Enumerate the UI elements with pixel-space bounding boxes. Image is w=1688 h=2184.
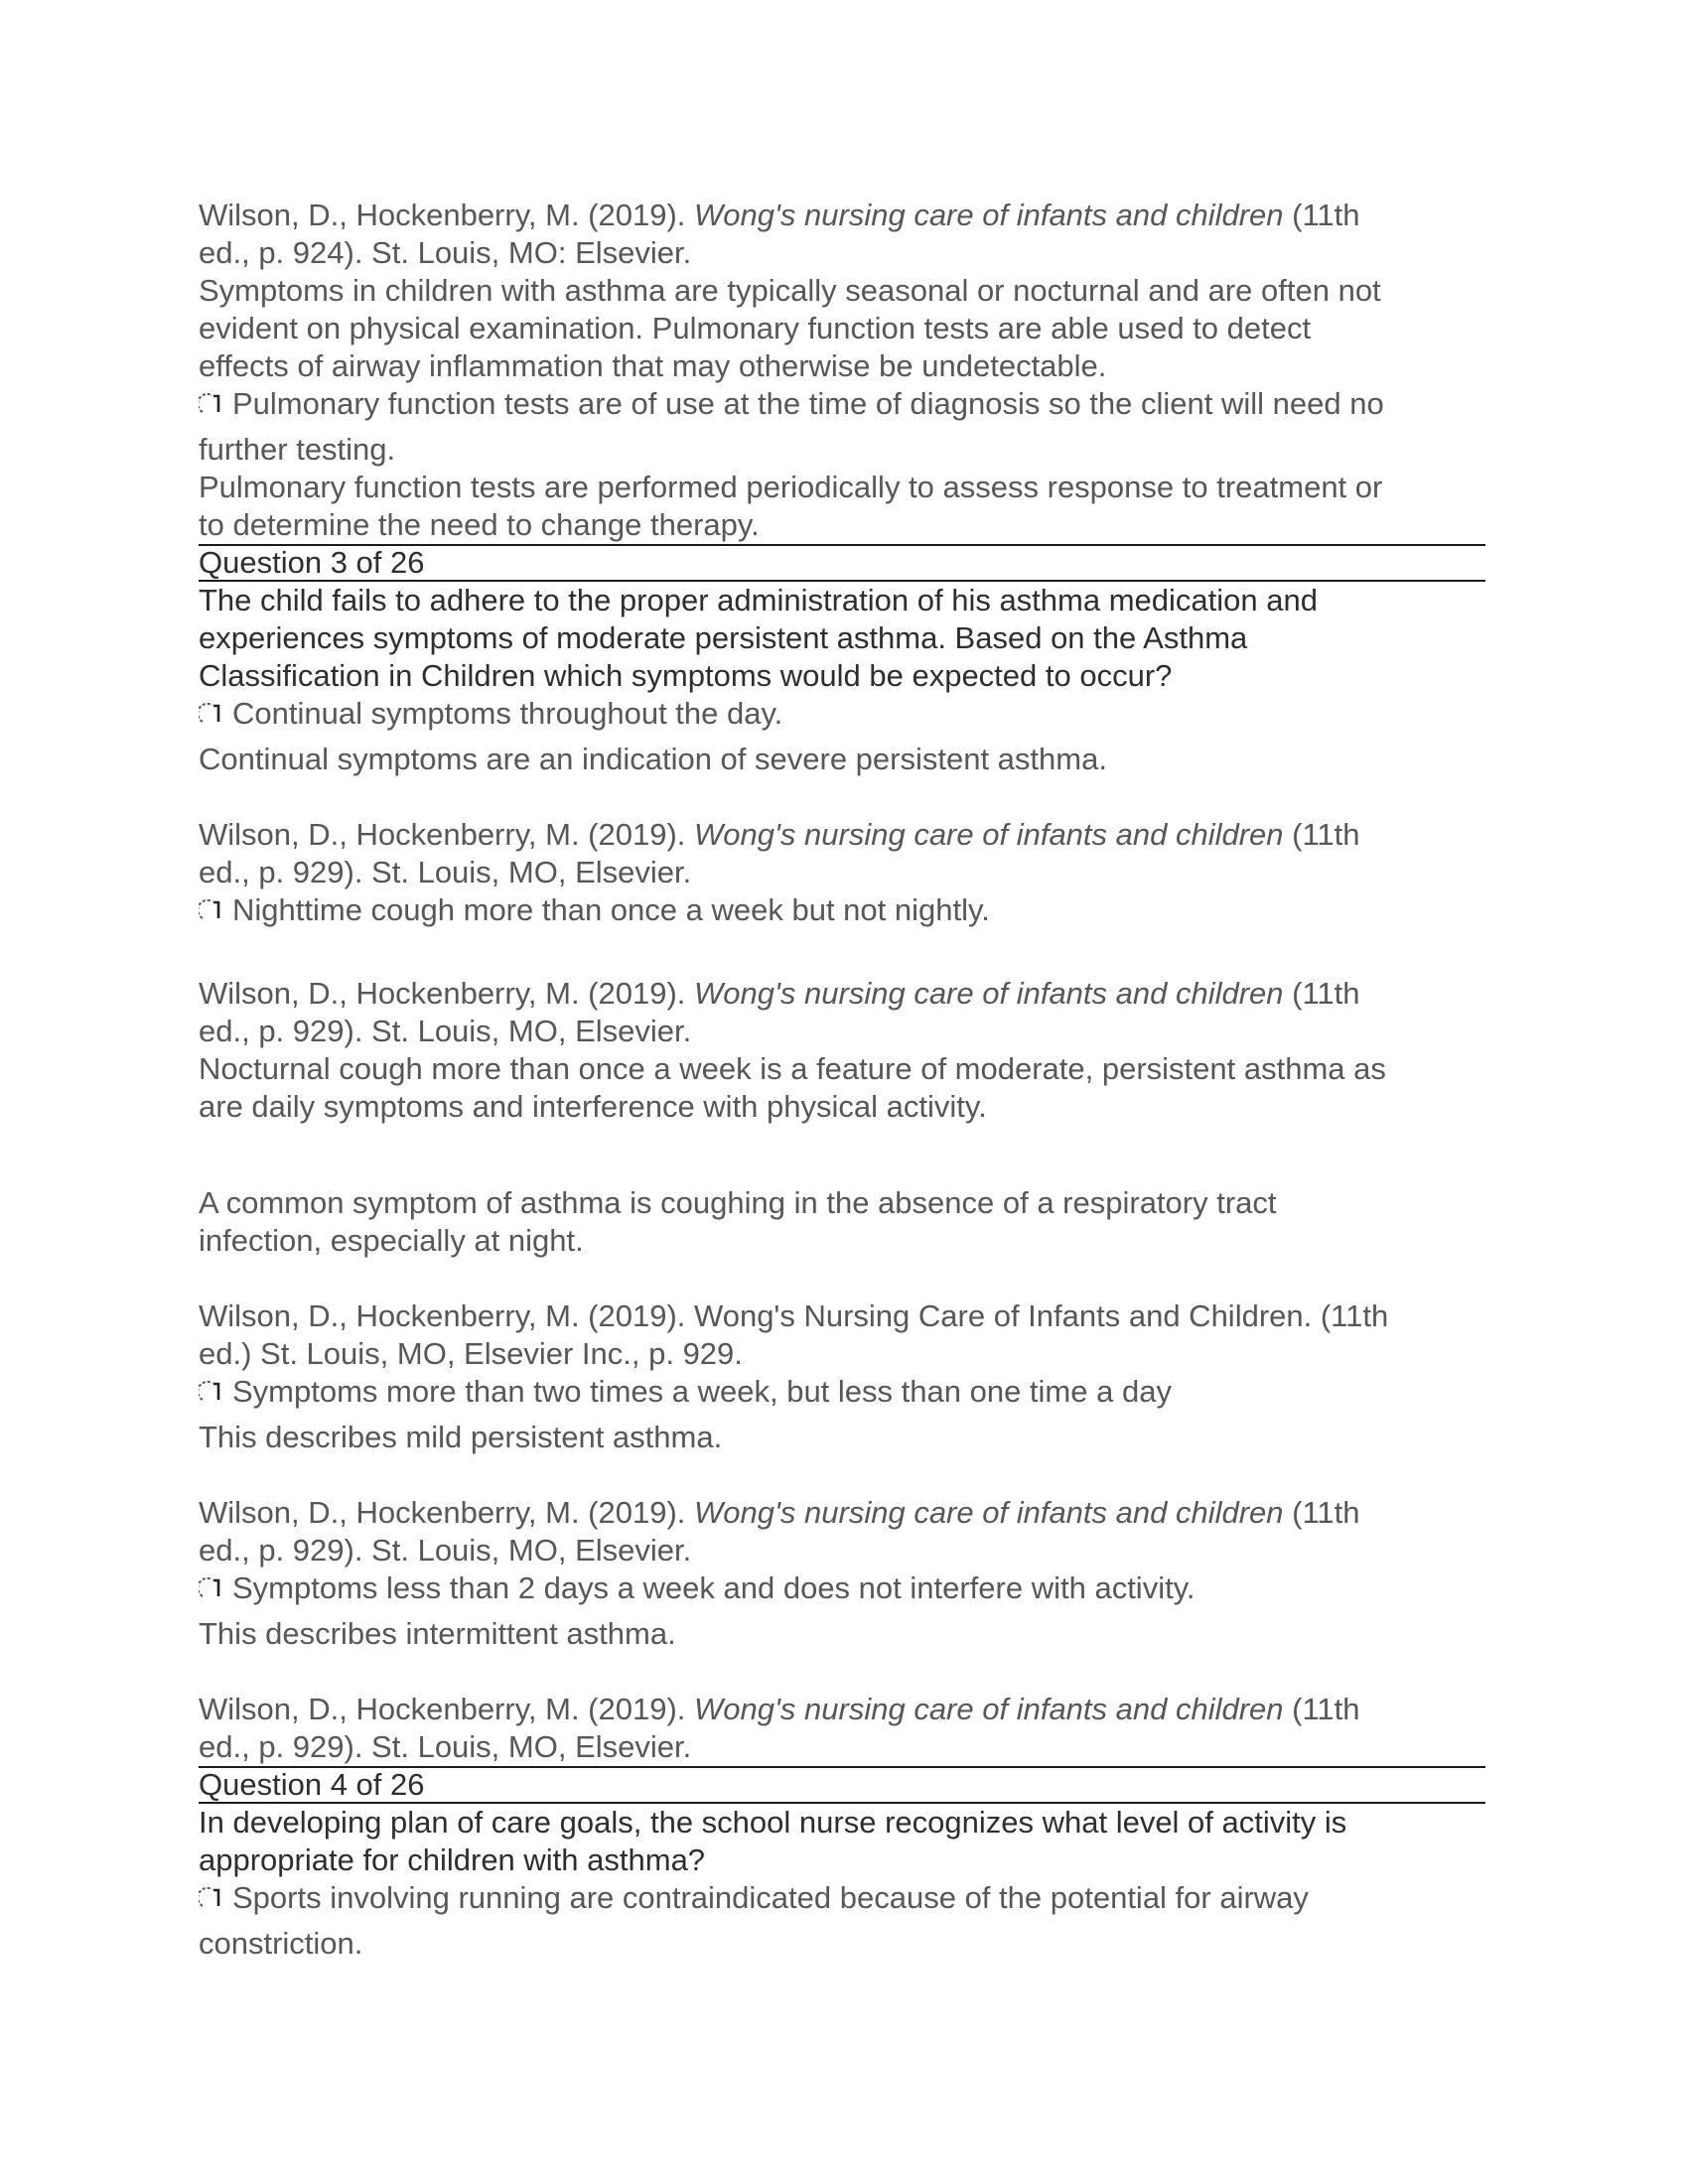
- question-header: Question 4 of 26: [199, 1766, 1485, 1804]
- answer-option-text: Symptoms less than 2 days a week and does not interfere with activity.: [232, 1570, 1196, 1605]
- citation-edition: (11th: [1283, 198, 1360, 232]
- rationale-text: This describes mild persistent asthma.: [199, 1420, 723, 1454]
- citation: Wilson, D., Hockenberry, M. (2019). Wong's nursing care of infants and children (11th ed., p. 929). St. Louis, MO, Elsevier.: [199, 817, 1360, 889]
- radio-unselected-icon: [199, 387, 222, 411]
- question-stem: In developing plan of care goals, the school nurse recognizes what level of activity is appropriate for children with asthma?: [199, 1805, 1347, 1877]
- answer-option-text: Symptoms more than two times a week, but less than one time a day: [232, 1374, 1172, 1409]
- radio-unselected-icon: [199, 697, 222, 721]
- answer-option-text: Continual symptoms throughout the day.: [232, 696, 783, 731]
- citation: Wilson, D., Hockenberry, M. (2019). Wong's Nursing Care of Infants and Children. (11th ed.) St. Louis, MO, Elsevier Inc., p. 929.: [199, 1298, 1389, 1371]
- answer-option-a[interactable]: [199, 695, 1485, 733]
- radio-unselected-icon: [199, 1375, 222, 1399]
- answer-option-c[interactable]: [199, 1373, 1485, 1411]
- answer-option-text: Nighttime cough more than once a week but not nightly.: [232, 892, 990, 927]
- citation: Wilson, D., Hockenberry, M. (2019). Wong's nursing care of infants and children (11th ed., p. 929). St. Louis, MO, Elsevier.: [199, 1495, 1360, 1568]
- rationale-text: This describes intermittent asthma.: [199, 1616, 676, 1651]
- rationale-paragraph: Nocturnal cough more than once a week is a feature of moderate, persistent asthma as are daily symptoms and interference with physical activity.: [199, 1051, 1386, 1124]
- answer-option-d[interactable]: [199, 1570, 1485, 1607]
- answer-option-text-cont: further testing.: [199, 432, 396, 467]
- citation-publisher: ed., p. 924). St. Louis, MO: Elsevier.: [199, 235, 692, 270]
- citation: [199, 197, 1485, 272]
- question-stem: The child fails to adhere to the proper administration of his asthma medication and experiences symptoms of moderate persistent asthma. Based on the Asthma Classification in Children which symptoms would be expected to occur?: [199, 583, 1318, 693]
- answer-option-a[interactable]: [199, 1879, 1485, 1917]
- answer-option-b[interactable]: [199, 891, 1485, 929]
- rationale-paragraph: Symptoms in children with asthma are typically seasonal or nocturnal and are often not evident on physical examination. Pulmonary function tests are able used to detect effects of airway inflammation that may otherwise be undetectable.: [199, 273, 1381, 383]
- citation: Wilson, D., Hockenberry, M. (2019). Wong's nursing care of infants and children (11th ed., p. 929). St. Louis, MO, Elsevier.: [199, 1692, 1360, 1764]
- document-page: [199, 197, 1485, 1963]
- citation: Wilson, D., Hockenberry, M. (2019). Wong's nursing care of infants and children (11th ed., p. 929). St. Louis, MO, Elsevier.: [199, 976, 1360, 1048]
- rationale-paragraph: A common symptom of asthma is coughing in the absence of a respiratory tract infection, especially at night.: [199, 1185, 1277, 1258]
- rationale-text: Continual symptoms are an indication of severe persistent asthma.: [199, 742, 1107, 776]
- answer-option-text-cont: constriction.: [199, 1926, 363, 1961]
- citation-authors: Wilson, D., Hockenberry, M. (2019).: [199, 198, 695, 232]
- citation-title: Wong's nursing care of infants and children: [694, 198, 1284, 232]
- answer-option[interactable]: [199, 385, 1485, 423]
- radio-unselected-icon: [199, 1881, 222, 1905]
- question-header: Question 3 of 26: [199, 544, 1485, 582]
- radio-unselected-icon: [199, 893, 222, 917]
- answer-option-text: Sports involving running are contraindicated because of the potential for airway: [232, 1880, 1309, 1915]
- answer-option-text: Pulmonary function tests are of use at the time of diagnosis so the client will need no: [232, 386, 1384, 421]
- radio-unselected-icon: [199, 1571, 222, 1595]
- rationale-paragraph: Pulmonary function tests are performed periodically to assess response to treatment or to determine the need to change therapy.: [199, 470, 1383, 542]
